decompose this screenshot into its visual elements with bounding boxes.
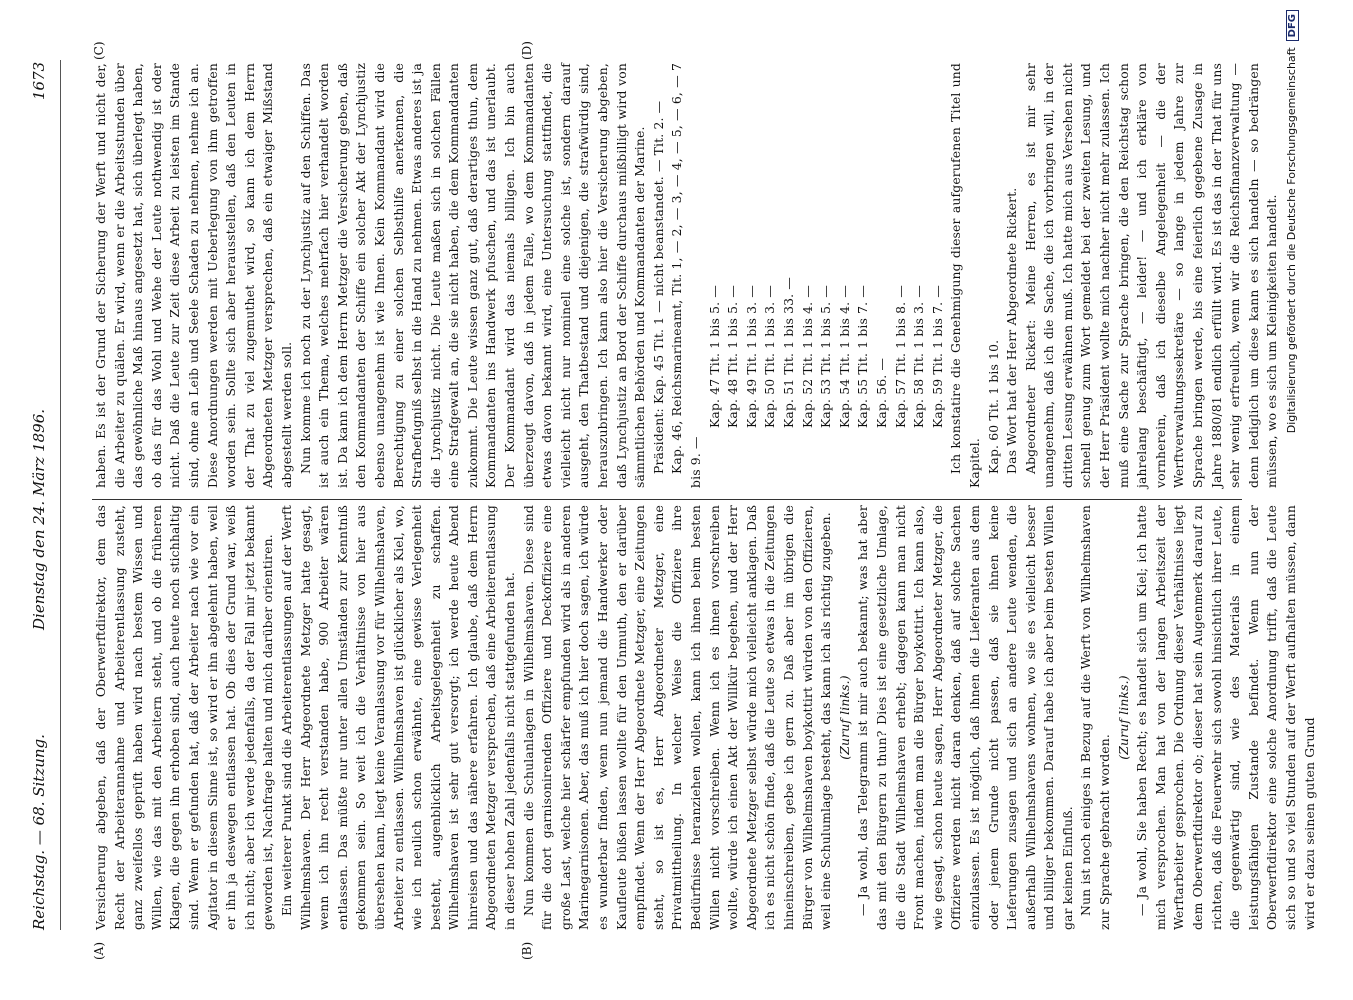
chapter-line: Kap. 59 Tit. 1 bis 7. — <box>929 285 945 428</box>
paragraph: — Ja wohl, Sie haben Recht; es handelt sich um Kiel; ich hatte mich versprochen. Man hat von der langen Arbeitszeit der Werftarbeiter gesprochen. Die Ordnung dieser Verhältnisse liegt dem Oberwerftdirektor ob; dieser hat sein Augenmerk darauf zu richten, daß die Feuerwehr sich sowohl hinsichtlich ihrer Leute, die gegenwärtig sind, wie des Materials in einem leistungsfähigen Zustande befindet. Wenn nun der Oberwerftdirektor eine solche Anordnung trifft, daß die Leute sich so und so viel Stunden auf der Werft aufhalten müssen, dann wird er dazu seinen guten Grund <box>1134 505 1317 930</box>
page-number: 1673 <box>30 61 48 100</box>
chapter-line: Kap. 46, Reichsmarineamt, Tit. 1, — 2, — 3, — 4, — 5, — 6, — 7 bis 9. — <box>669 63 703 488</box>
chapter-line: Kap. 56. — <box>873 358 889 428</box>
header-rule <box>60 60 61 930</box>
margin-marker-d: (D) <box>520 41 534 60</box>
column-divider <box>92 499 1242 500</box>
digitization-footer <box>1285 0 1299 1000</box>
right-text-column <box>92 63 1280 488</box>
margin-marker-a: (A) <box>92 941 106 960</box>
chapter-line: Kap. 47 Tit. 1 bis 5. — <box>706 285 722 428</box>
footer-text: Digitalisierung gefördert durch die Deutsche Forschungsgemeinschaft <box>1285 47 1298 434</box>
running-header-date: Dienstag den 24. März 1896. <box>30 408 48 630</box>
chapter-line: Kap. 57 Tit. 1 bis 8. — <box>892 285 908 428</box>
chapter-line: Kap. 48 Tit. 1 bis 5. — <box>725 285 741 428</box>
chapter-line: Kap. 52 Tit. 1 bis 4. — <box>799 285 815 428</box>
interjection: (Zuruf links.) <box>1115 675 1131 760</box>
chapter-line: Kap. 51 Tit. 1 bis 33. — <box>780 277 796 428</box>
paragraph: Nun kommen die Schulanlagen in Wilhelmshaven. Diese sind für die dort garnisonirenden Offiziere und Deckoffiziere eine große Last, welche hier schärfer empfunden wird als in anderen Marinegarnisonen. Aber, das muß ich hier doch sagen, ich würde es wunderbar finden, wenn nun jemand die Handwerker oder Kaufleute büßen lassen wollte für den Unmuth, den er darüber empfindet. Wenn der Herr Abgeordnete Metzger, eine Zeitungen steht, so ist es, Herr Abgeordneter Metzger, eine Privatmittheilung. In welcher Weise die Offiziere ihre Bedürfnisse heranziehen wollen, kann ich ihnen beim besten Willen nicht vorschreiben. Wenn ich es ihnen vorschreiben wollte, würde ich einen Akt der Willkür begehen, und der Herr Abgeordnete Metzger selbst würde mich vielleicht anklagen. Daß ich es nicht schön finde, daß die Leute so etwas in die Zeitungen hineinschreiben, gebe ich gern zu. Daß aber im übrigen die Bürger von Wilhelmshaven boykottirt würden von den Offizieren, weil eine Schulumlage besteht, das kann ich als richtig zugeben. <box>520 505 834 930</box>
paragraph: Versicherung abgeben, daß der Oberwerftdirektor, dem das Recht der Arbeiterannahme und Arbeiterentlassung zusteht, ganz zweifellos geprüft haben wird nach bestem Wissen und Willen, wie das mit den Arbeitern steht, und ob die früheren Klagen, die gegen ihn erhoben sind, auch heute noch stichhaltig sind. Wenn er gefunden hat, daß der Arbeiter nach wie vor ein Agitator in diesem Sinne ist, so wird er ihn abgelehnt haben, weil er ihn ja deswegen entlassen hat. Ob dies der Grund war, weiß ich nicht; aber ich werde jedenfalls, da der Fall mir jetzt bekannt geworden ist, Nachfrage halten und mich darüber orientiren. <box>93 505 276 930</box>
paragraph: Nun komme ich noch zu der Lynchjustiz auf den Schiffen. Das ist auch ein Thema, welches mehrfach hier verhandelt worden ist. Da kann ich dem Herrn Metzger die Versicherung geben, daß den Kommandanten der Schiffe ein solcher Akt der Lynchjustiz ebenso unangenehm ist wie Ihnen. Kein Kommandant wird die Berechtigung zu einer solchen Selbsthilfe anerkennen, die Strafbefugniß selbst in die Hand zu nehmen. Etwas anderes ist ja die Lynchjustiz nicht. Die Leute maßen sich in solchen Fällen eine Strafgewalt an, die sie nicht haben, die dem Kommandanten zukommt. Die Leute wissen ganz gut, daß derartiges thun, dem Kommandanten ins Handwerk pfuschen, und das ist unerlaubt. Der Kommandant wird das niemals billigen. Ich bin auch überzeugt davon, daß in jedem Falle, wo dem Kommandanten etwas davon bekannt wird, eine Untersuchung stattfindet, die vielleicht nicht nur nominell eine solche ist, sondern darauf ausgeht, den Thatbestand und diejenigen, die strafwürdig sind, herauszubringen. Ich kann also hier die Versicherung abgeben, daß Lynchjustiz an Bord der Schiffe durchaus mißbilligt wird von sämmtlichen Behörden und Kommandanten der Marine. <box>297 63 648 488</box>
paragraph: — Ja wohl, das Telegramm ist mir auch bekannt; was hat aber das mit den Bürgern zu thun? Dies ist eine gesetzliche Umlage, die die Stadt Wilhelmshaven erhebt; dagegen kann man nicht Front machen, indem man die Bürger boykottirt. Ich kann also, wie gesagt, schon heute sagen, Herr Abgeordneter Metzger, die Offiziere werden nicht daran denken, daß auf solche Sachen einzulassen. Es ist möglich, daß ihnen die Lieferanten aus dem oder jenem Grunde nicht passen, daß sie ihnen keine Lieferungen zusagen und sich an andere Leute wenden, die außerhalb Wilhelmshavens wohnen, wo sie es vielleicht besser und billiger bekommen. Darauf habe ich aber beim besten Willen gar keinen Einfluß. <box>855 505 1075 930</box>
paragraph: Ein weiterer Punkt sind die Arbeiterentlassungen auf der Werft Wilhelmshaven. Der Herr Abgeordnete Metzger hatte gesagt, wenn ich ihn recht verstanden habe, 900 Arbeiter wären entlassen. Das müßte nur unter allen Umständen zur Kenntniß gekommen sein. So weit ich die Verhältnisse von hier aus übersehen kann, liegt keine Veranlassung vor für Wilhelmshaven, Arbeiter zu entlassen. Wilhelmshaven ist glücklicher als Kiel, wo, wie ich neulich schon erwähnte, eine gewisse Verlegenheit besteht, augenblicklich Arbeitsgelegenheit zu schaffen. Wilhelmshaven ist sehr gut versorgt; ich werde heute Abend hinreisen und das nähere erfahren. Ich glaube, daß dem Herrn Abgeordneten Metzger versprechen, daß eine Arbeiterentlassung in dieser hohen Zahl jedenfalls nicht stattgefunden hat. <box>278 505 518 930</box>
chapter-line: Kap. 60 Tit. 1 bis 10. <box>985 339 1001 474</box>
chapter-line: Kap. 49 Tit. 1 bis 3. — <box>743 285 759 428</box>
paragraph: Ich konstatire die Genehmigung dieser aufgerufenen Titel und Kapitel. <box>948 63 982 488</box>
chapter-line: Kap. 55 Tit. 1 bis 7. — <box>855 285 871 428</box>
running-header-left: Reichstag. — 68. Sitzung. <box>30 734 48 930</box>
paragraph: Das Wort hat der Herr Abgeordnete Rickert. <box>1004 187 1020 474</box>
chapter-line: Kap. 50 Tit. 1 bis 3. — <box>762 285 778 428</box>
left-text-column <box>92 505 1317 930</box>
margin-marker-b: (B) <box>520 941 534 960</box>
chapter-line: Kap. 53 Tit. 1 bis 5. — <box>818 285 834 428</box>
chapter-line: Kap. 58 Tit. 1 bis 3. — <box>911 285 927 428</box>
paragraph: Abgeordneter Rickert: Meine Herren, es ist mir sehr unangenehm, daß ich die Sache, die ich vorbringen will, in der dritten Lesung erwähnen muß. Ich hatte mich aus Versehen nicht schnell genug zum Wort gemeldet bei der zweiten Lesung, und der Herr Präsident wollte mich nachher nicht mehr zulassen. Ich muß eine Sache zur Sprache bringen, die den Reichstag schon jahrelang beschäftigt, — leider! — und ich erkläre von vornherein, daß ich dieselbe Angelegenheit — die der Werftverwaltungssekretäre — so lange in jedem Jahre zur Sprache bringen werde, bis eine feierlich gegebene Zusage in Jahre 1880/81 endlich erfüllt wird. Es ist das in der That für uns sehr wenig erfreulich, wenn wir die Reichsfinanzverwaltung — denn lediglich um diese kann es sich handeln — so bedrängen müssen, wo es sich um Kleinigkeiten handelt. <box>1022 63 1280 488</box>
paragraph: haben. Es ist der Grund der Sicherung der Werft und nicht der, die Arbeiter zu quälen. Er wird, wenn er die Arbeitsstunden über das gewöhnliche Maß hinaus angesetzt hat, sich überlegt haben, ob das für das Wohl und Wehe der Leute nothwendig ist oder nicht. Daß die Leute zur Zeit diese Arbeit zu leisten im Stande sind, ohne an Leib und Seele Schaden zu nehmen, nehme ich an. Diese Anordnungen werden mit Ueberlegung von ihm getroffen worden sein. Sollte sich aber herausstellen, daß den Leuten in der That zu viel zugemuthet wird, so kann ich dem Herrn Abgeordneten Metzger versprechen, daß ein etwaiger Mißstand abgestellt werden soll. <box>93 63 294 488</box>
margin-marker-c: (C) <box>92 41 106 60</box>
president-statement: Präsident: Kap. 45 Tit. 1 — nicht beanstandet. — Tit. 2. — <box>650 100 666 474</box>
dfg-logo: DFG <box>1286 10 1299 41</box>
paragraph: Nun ist noch einiges in Bezug auf die Werft von Wilhelmshaven zur Sprache gebracht worden. <box>1078 505 1113 930</box>
interjection: (Zuruf links.) <box>836 675 852 760</box>
chapter-line: Kap. 54 Tit. 1 bis 4. — <box>836 285 852 428</box>
